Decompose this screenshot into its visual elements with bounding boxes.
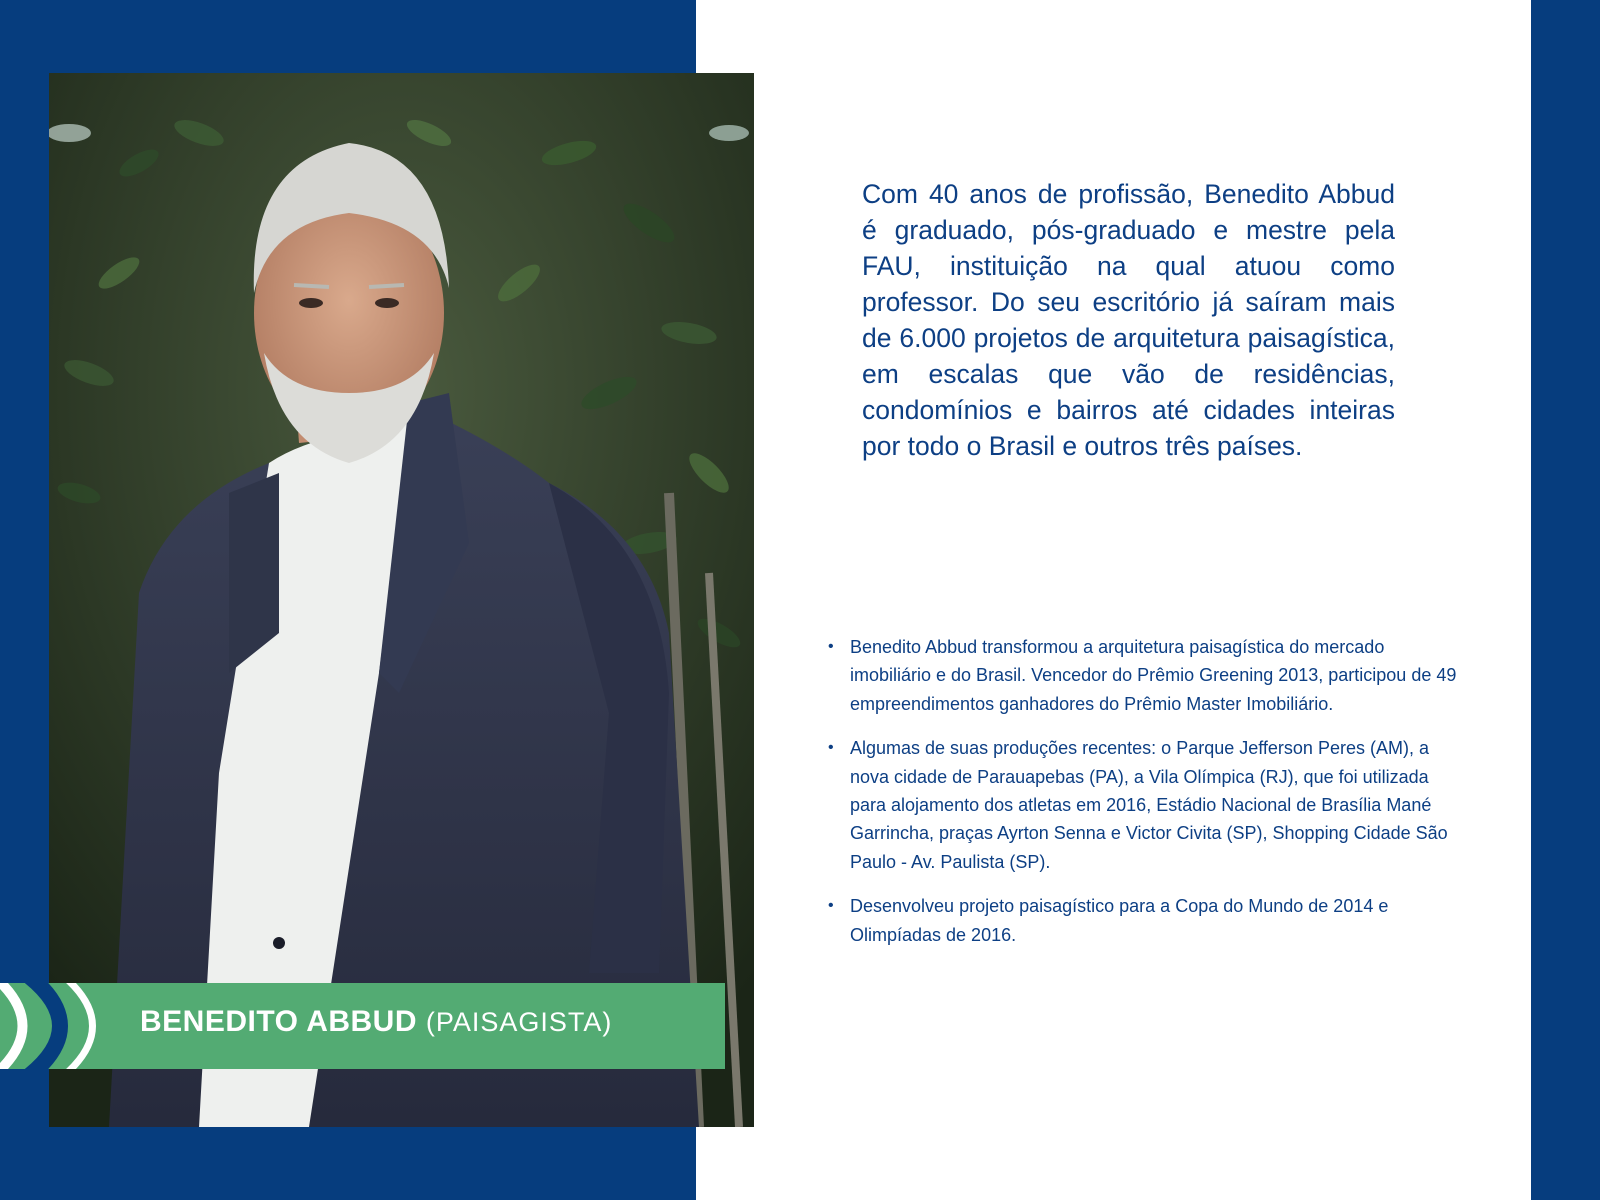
bullet-icon: • [828, 638, 834, 655]
list-item-text: Algumas de suas produções recentes: o Parque Jefferson Peres (AM), a nova cidade de Parauapebas (PA), a Vila Olímpica (RJ), que foi utilizada para alojamento dos atletas em 2016, Estádio Nacional de Brasília Mané Garrincha, praças Ayrton Senna e Victor Civita (SP), Shopping Cidade São Paulo - Av. Paulista (SP). [850, 738, 1448, 872]
bullet-icon: • [828, 739, 834, 757]
portrait-photo [49, 73, 754, 1127]
person-role: (PAISAGISTA) [425, 1007, 613, 1037]
name-title [140, 1005, 612, 1039]
arc-decoration [0, 983, 125, 1069]
name-banner [0, 983, 725, 1069]
list-item [826, 633, 1466, 718]
bullet-icon: • [828, 897, 834, 915]
list-item [826, 734, 1466, 876]
portrait-illustration [49, 73, 754, 1127]
right-navy-band [1531, 0, 1600, 1200]
person-name: BENEDITO ABBUD [140, 1005, 418, 1038]
lead-paragraph: Com 40 anos de profissão, Benedito Abbud é graduado, pós-graduado e mestre pela FAU, instituição na qual atuou como professor. Do seu escritório já saíram mais de 6.000 projetos de arquitetura paisagística, em escalas que vão de residências, condomínios e bairros até cidades inteiras por todo o Brasil e outros três países. [862, 179, 1395, 461]
list-item-text: Desenvolveu projeto paisagístico para a Copa do Mundo de 2014 e Olimpíadas de 2016. [850, 896, 1389, 945]
list-item [826, 892, 1466, 949]
highlights-list [826, 633, 1466, 965]
list-item-text: Benedito Abbud transformou a arquitetura paisagística do mercado imobiliário e do Brasil. Vencedor do Prêmio Greening 2013, participou de 49 empreendimentos ganhadores do Prêmio Master Imobiliário. [850, 637, 1457, 714]
